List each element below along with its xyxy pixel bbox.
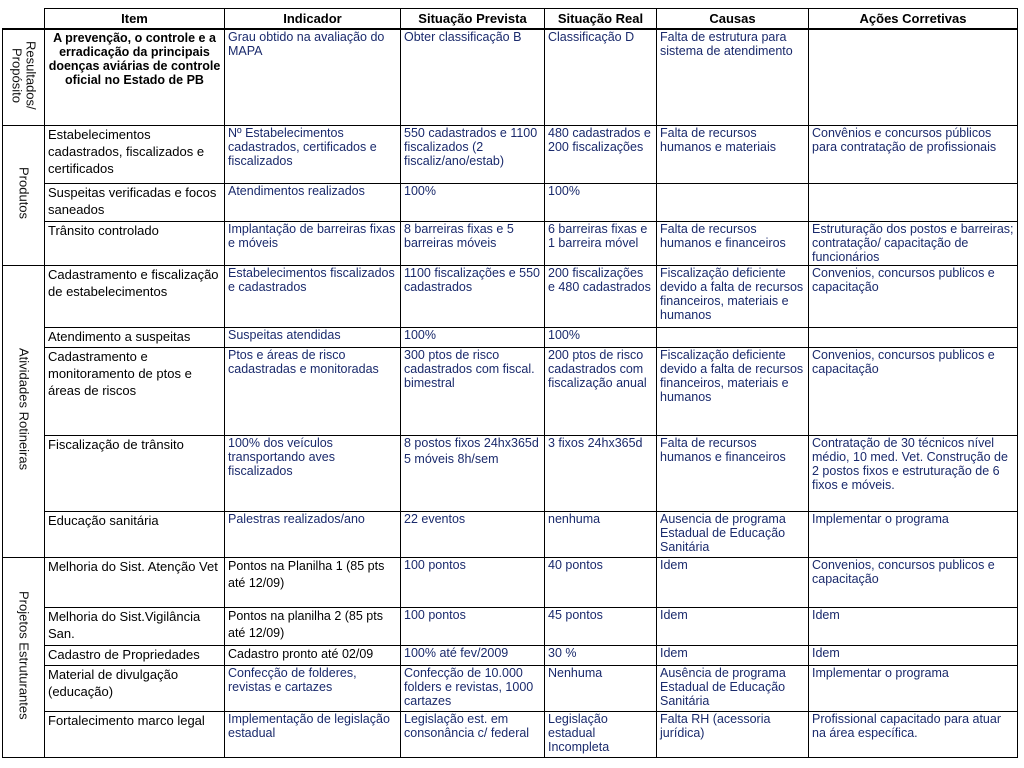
acoes-cell: Convenios, concursos publicos e capacitação xyxy=(809,265,1018,327)
table-row xyxy=(3,183,1018,221)
prevista-cell: 1100 fiscalizações e 550 cadastrados xyxy=(401,265,545,327)
group-label-projetos-estruturantes: Projetos Estruturantes xyxy=(3,557,45,757)
acoes-cell: Convenios, concursos publicos e capacitação xyxy=(809,557,1018,607)
causas-cell: Idem xyxy=(657,645,809,665)
header-situacao-prevista: Situação Prevista xyxy=(401,9,545,30)
real-cell: 3 fixos 24hx365d xyxy=(545,435,657,511)
indicador-cell: Grau obtido na avaliação do MAPA xyxy=(225,29,401,125)
table-row xyxy=(3,645,1018,665)
item-cell: Fortalecimento marco legal xyxy=(45,711,225,757)
acoes-cell: Implementar o programa xyxy=(809,665,1018,711)
group-label-produtos: Produtos xyxy=(3,125,45,265)
prevista-line: 8 postos fixos 24hx365d xyxy=(404,435,539,450)
prevista-cell xyxy=(401,435,545,511)
group-label-line: Propósito xyxy=(9,48,25,104)
prevista-cell: 22 eventos xyxy=(401,511,545,557)
real-cell: Legislação estadual Incompleta xyxy=(545,711,657,757)
table-row xyxy=(3,125,1018,183)
item-cell: Cadastramento e fiscalização de estabelecimentos xyxy=(45,265,225,327)
acoes-cell: Estruturação dos postos e barreiras; contratação/ capacitação de funcionários xyxy=(809,221,1018,265)
item-cell: Trânsito controlado xyxy=(45,221,225,265)
acoes-cell: Convenios, concursos publicos e capacitação xyxy=(809,347,1018,435)
table-row xyxy=(3,221,1018,265)
acoes-cell: Idem xyxy=(809,607,1018,645)
prevista-cell: 550 cadastrados e 1100 fiscalizados (2 fiscaliz/ano/estab) xyxy=(401,125,545,183)
indicador-cell: Pontos na Planilha 1 (85 pts até 12/09) xyxy=(225,557,401,607)
real-cell: 480 cadastrados e 200 fiscalizações xyxy=(545,125,657,183)
acoes-cell: Idem xyxy=(809,645,1018,665)
table-row xyxy=(3,557,1018,607)
causas-cell: Ausência de programa Estadual de Educação Sanitária xyxy=(657,665,809,711)
prevista-cell: Legislação est. em consonância c/ federal xyxy=(401,711,545,757)
causas-cell: Falta de recursos humanos e materiais xyxy=(657,125,809,183)
header-acoes-corretivas: Ações Corretivas xyxy=(809,9,1018,30)
prevista-cell: 8 barreiras fixas e 5 barreiras móveis xyxy=(401,221,545,265)
indicador-cell: Ptos e áreas de risco cadastradas e monitoradas xyxy=(225,347,401,435)
item-cell: Fiscalização de trânsito xyxy=(45,435,225,511)
real-cell: 100% xyxy=(545,327,657,347)
acoes-cell xyxy=(809,327,1018,347)
indicador-cell: Implementação de legislação estadual xyxy=(225,711,401,757)
indicador-cell: 100% dos veículos transportando aves fiscalizados xyxy=(225,435,401,511)
prevista-cell: 100% xyxy=(401,327,545,347)
table-row xyxy=(3,607,1018,645)
header-item: Item xyxy=(45,9,225,30)
header-situacao-real: Situação Real xyxy=(545,9,657,30)
acoes-cell xyxy=(809,183,1018,221)
causas-cell: Idem xyxy=(657,607,809,645)
item-cell: Melhoria do Sist.Vigilância San. xyxy=(45,607,225,645)
indicador-cell: Suspeitas atendidas xyxy=(225,327,401,347)
causas-cell xyxy=(657,183,809,221)
prevista-cell: Obter classificação B xyxy=(401,29,545,125)
table-row xyxy=(3,265,1018,327)
prevista-cell: Confecção de 10.000 folders e revistas, 1000 cartazes xyxy=(401,665,545,711)
indicador-cell: Implantação de barreiras fixas e móveis xyxy=(225,221,401,265)
item-cell: Material de divulgação (educação) xyxy=(45,665,225,711)
item-cell: Cadastramento e monitoramento de ptos e áreas de riscos xyxy=(45,347,225,435)
real-cell: 100% xyxy=(545,183,657,221)
table-row xyxy=(3,29,1018,125)
indicador-cell: Atendimentos realizados xyxy=(225,183,401,221)
acoes-cell: Profissional capacitado para atuar na área específica. xyxy=(809,711,1018,757)
real-cell: 30 % xyxy=(545,645,657,665)
indicador-cell: Pontos na planilha 2 (85 pts até 12/09) xyxy=(225,607,401,645)
table-row xyxy=(3,665,1018,711)
acoes-cell: Implementar o programa xyxy=(809,511,1018,557)
causas-cell: Falta RH (acessoria jurídica) xyxy=(657,711,809,757)
prevista-cell: 100% xyxy=(401,183,545,221)
real-cell: Classificação D xyxy=(545,29,657,125)
header-indicador: Indicador xyxy=(225,9,401,30)
item-cell: Educação sanitária xyxy=(45,511,225,557)
item-cell: A prevenção, o controle e a erradicação da principais doenças aviárias de controle oficial no Estado de PB xyxy=(45,29,225,125)
group-label-atividades-rotineiras: Atividades Rotineiras xyxy=(3,265,45,557)
group-label-resultados xyxy=(3,29,45,125)
causas-cell: Falta de estrutura para sistema de atendimento xyxy=(657,29,809,125)
real-cell: nenhuma xyxy=(545,511,657,557)
causas-cell xyxy=(657,327,809,347)
acoes-cell: Convênios e concursos públicos para contratação de profissionais xyxy=(809,125,1018,183)
indicador-cell: Cadastro pronto até 02/09 xyxy=(225,645,401,665)
table-row xyxy=(3,327,1018,347)
item-cell: Suspeitas verificadas e focos saneados xyxy=(45,183,225,221)
real-cell: 200 fiscalizações e 480 cadastrados xyxy=(545,265,657,327)
header-causas: Causas xyxy=(657,9,809,30)
prevista-cell: 100 pontos xyxy=(401,557,545,607)
acoes-cell xyxy=(809,29,1018,125)
prevista-line: 5 móveis 8h/sem xyxy=(404,451,499,466)
item-cell: Cadastro de Propriedades xyxy=(45,645,225,665)
real-cell: 6 barreiras fixas e 1 barreira móvel xyxy=(545,221,657,265)
prevista-cell: 100 pontos xyxy=(401,607,545,645)
indicador-cell: Confecção de folderes, revistas e cartazes xyxy=(225,665,401,711)
table-row xyxy=(3,511,1018,557)
real-cell: Nenhuma xyxy=(545,665,657,711)
indicador-cell: Estabelecimentos fiscalizados e cadastrados xyxy=(225,265,401,327)
indicador-cell: Nº Estabelecimentos cadastrados, certificados e fiscalizados xyxy=(225,125,401,183)
action-plan-table xyxy=(2,8,1018,758)
causas-cell: Falta de recursos humanos e financeiros xyxy=(657,435,809,511)
causas-cell: Fiscalização deficiente devido a falta de recursos financeiros, materiais e humanos xyxy=(657,347,809,435)
causas-cell: Ausencia de programa Estadual de Educação Sanitária xyxy=(657,511,809,557)
table-row xyxy=(3,347,1018,435)
indicador-cell: Palestras realizados/ano xyxy=(225,511,401,557)
real-cell: 45 pontos xyxy=(545,607,657,645)
causas-cell: Fiscalização deficiente devido a falta de recursos financeiros, materiais e humanos xyxy=(657,265,809,327)
real-cell: 40 pontos xyxy=(545,557,657,607)
causas-cell: Falta de recursos humanos e financeiros xyxy=(657,221,809,265)
header-corner xyxy=(3,9,45,30)
table-row xyxy=(3,711,1018,757)
item-cell: Melhoria do Sist. Atenção Vet xyxy=(45,557,225,607)
real-cell: 200 ptos de risco cadastrados com fiscalização anual xyxy=(545,347,657,435)
prevista-cell: 300 ptos de risco cadastrados com fiscal. bimestral xyxy=(401,347,545,435)
item-cell: Atendimento a suspeitas xyxy=(45,327,225,347)
table-row xyxy=(3,435,1018,511)
acoes-cell: Contratação de 30 técnicos nível médio, 10 med. Vet. Construção de 2 postos fixos e estruturação de 6 fixos e móveis. xyxy=(809,435,1018,511)
item-cell: Estabelecimentos cadastrados, fiscalizados e certificados xyxy=(45,125,225,183)
header-row xyxy=(3,9,1018,30)
group-label-line: Resultados/ xyxy=(23,41,39,111)
causas-cell: Idem xyxy=(657,557,809,607)
prevista-cell: 100% até fev/2009 xyxy=(401,645,545,665)
